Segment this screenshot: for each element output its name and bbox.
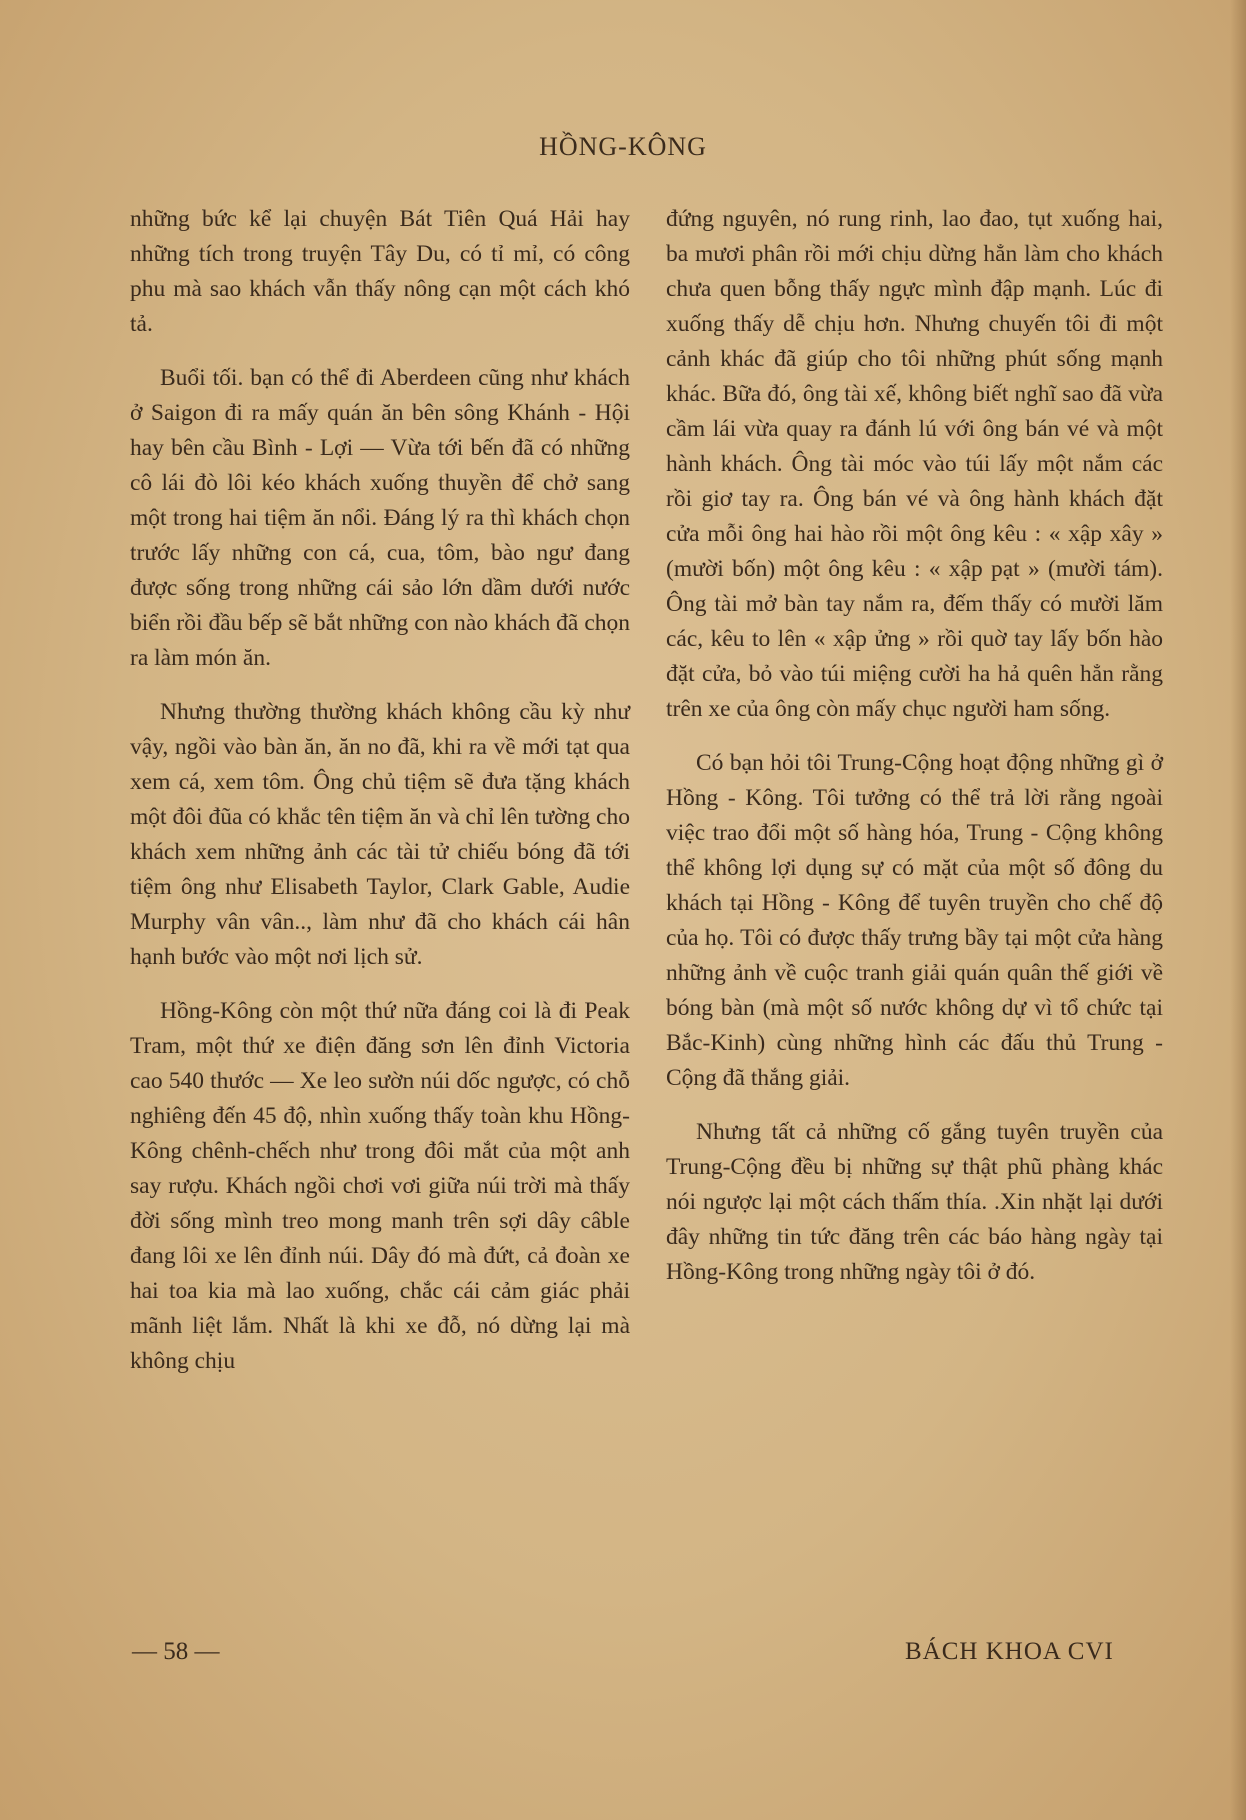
paragraph: Buổi tối. bạn có thể đi Aberdeen cũng như khách ở Saigon đi ra mấy quán ăn bên sông Khánh - Hội hay bên cầu Bình - Lợi — Vừa tới bến đã có những cô lái đò lôi kéo khách xuống thuyền để chở sang một trong hai tiệm ăn nổi. Đáng lý ra thì khách chọn trước lấy những con cá, cua, tôm, bào ngư đang được sống trong những cái sảo lớn dầm dưới nước biển rồi đầu bếp sẽ bắt những con nào khách đã chọn ra làm món ăn.: [130, 365, 630, 671]
page-number: — 58 —: [132, 1638, 220, 1665]
paragraph: đứng nguyên, nó rung rinh, lao đao, tụt xuống hai, ba mươi phân rồi mới chịu dừng hẳn làm cho khách chưa quen bỗng thấy ngực mình đập mạnh. Lúc đi xuống thấy dễ chịu hơn. Nhưng chuyến tôi đi một cảnh khác đã giúp cho tôi những phút sống mạnh khác. Bữa đó, ông tài xế, không biết nghĩ sao đã vừa cầm lái vừa quay ra đánh lú với ông bán vé và một hành khách. Ông tài móc vào túi lấy một nắm các rồi giơ tay ra. Ông bán vé và ông hành khách đặt cửa mỗi ông hai hào rồi một ông kêu : « xập xây » (mười bốn) một ông kêu : « xập pạt » (mười tám). Ông tài mở bàn tay nắm ra, đếm thấy có mười lăm các, kêu to lên « xập ửng » rồi quờ tay lấy bốn hào đặt cửa, bỏ vào túi miệng cười ha hả quên hẳn rằng trên xe của ông còn mấy chục người ham sống.: [666, 206, 1163, 722]
publication-name: BÁCH KHOA CVI: [905, 1638, 1114, 1665]
paragraph: Có bạn hỏi tôi Trung-Cộng hoạt động những gì ở Hồng - Kông. Tôi tưởng có thể trả lời rằng ngoài việc trao đổi một số hàng hóa, Trung - Cộng không thể không lợi dụng sự có mặt của một số đông du khách tại Hồng - Kông để tuyên truyền cho chế độ của họ. Tôi có được thấy trưng bầy tại một cửa hàng những ảnh về cuộc tranh giải quán quân thế giới về bóng bàn (mà một số nước không dự vì tổ chức tại Bắc-Kinh) cùng những hình các đấu thủ Trung - Cộng đã thắng giải.: [666, 750, 1163, 1091]
paragraph: Nhưng tất cả những cố gắng tuyên truyền của Trung-Cộng đều bị những sự thật phũ phàng khác nói ngược lại một cách thấm thía. .Xin nhặt lại dưới đây những tin tức đăng trên các báo hàng ngày tại Hồng-Kông trong những ngày tôi ở đó.: [666, 1119, 1163, 1285]
running-head: HỒNG-KÔNG: [539, 132, 707, 161]
right-column: [666, 202, 1163, 1309]
paragraph: Nhưng thường thường khách không cầu kỳ như vậy, ngồi vào bàn ăn, ăn no đã, khi ra về mới tạt qua xem cá, xem tôm. Ông chủ tiệm sẽ đưa tặng khách một đôi đũa có khắc tên tiệm ăn và chỉ lên tường cho khách xem những ảnh các tài tử chiếu bóng đã tới tiệm ông như Elisabeth Taylor, Clark Gable, Audie Murphy vân vân.., làm như đã cho khách cái hân hạnh bước vào một nơi lịch sử.: [130, 699, 630, 970]
paragraph: Hồng-Kông còn một thứ nữa đáng coi là đi Peak Tram, một thứ xe điện đăng sơn lên đỉnh Victoria cao 540 thước — Xe leo sườn núi dốc ngược, có chỗ nghiêng đến 45 độ, nhìn xuống thấy toàn khu Hồng-Kông chênh-chếch như trong đôi mắt của một anh say rượu. Khách ngồi chơi vơi giữa núi trời mà thấy đời sống mình treo mong manh trên sợi dây câble đang lôi xe lên đỉnh núi. Dây đó mà đứt, cả đoàn xe hai toa kia mà lao xuống, chắc cái cảm giác phải mãnh liệt lắm. Nhất là khi xe đỗ, nó dừng lại mà không chịu: [130, 998, 630, 1374]
paragraph: những bức kể lại chuyện Bát Tiên Quá Hải hay những tích trong truyện Tây Du, có tỉ mỉ, có công phu mà sao khách vẫn thấy nông cạn một cách khó tả.: [130, 206, 630, 337]
left-column: [130, 202, 630, 1398]
